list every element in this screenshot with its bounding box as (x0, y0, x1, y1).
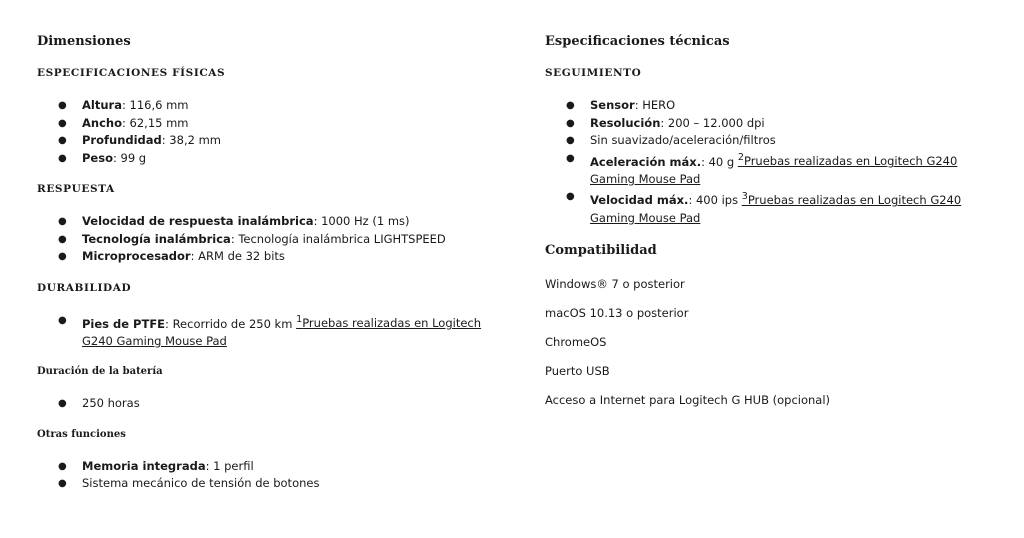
other-features-list (37, 458, 507, 493)
list-item: ● Pies de PTFE: Recorrido de 250 km $^1$Pruebas realizadas en Logitech G240 Gaming Mouse Pad (82, 312, 507, 351)
list-item: ● Sensor: HERO (590, 97, 995, 115)
tracking-heading: SEGUIMIENTO (545, 67, 642, 79)
list-item: ● 250 horas (82, 395, 507, 413)
bullet-icon: ● (58, 100, 67, 111)
footnote-link[interactable]: $^3$Pruebas realizadas en Logitech G240 Gaming Mouse Pad (590, 191, 962, 225)
battery-list (37, 395, 507, 413)
list-item: ● Ancho: 62,15 mm (82, 115, 507, 133)
bullet-icon: ● (566, 135, 575, 146)
compatibility-title: Compatibilidad (545, 243, 657, 259)
durability-heading: DURABILIDAD (37, 281, 132, 294)
list-item: ● Aceleración máx.: 40 g $^2$Pruebas realizadas en Logitech G240 Gaming Mouse Pad (590, 150, 995, 189)
response-list (37, 213, 507, 266)
physical-specs-heading: ESPECIFICACIONES FÍSICAS (37, 67, 226, 79)
response-heading: RESPUESTA (37, 183, 115, 195)
bullet-icon: ● (58, 117, 67, 129)
tracking-list (545, 97, 995, 227)
bullet-icon: ● (58, 478, 67, 490)
left-column (37, 30, 507, 509)
dimensions-title: Dimensiones (37, 34, 131, 49)
bullet-icon: ● (58, 135, 67, 146)
battery-heading: Duración de la batería (37, 366, 163, 378)
bullet-icon: ● (566, 191, 575, 203)
bullet-icon: ● (58, 398, 67, 410)
compat-item: macOS 10.13 o posterior (545, 306, 689, 321)
bullet-icon: ● (58, 152, 67, 164)
bullet-icon: ● (58, 216, 67, 227)
list-item: ● Microprocesador: ARM de 32 bits (82, 248, 507, 266)
right-column (545, 30, 995, 421)
list-item: ● Tecnología inalámbrica: Tecnología inalámbrica LIGHTSPEED (82, 231, 507, 249)
list-item: ● Velocidad máx.: 400 ips $^3$Pruebas realizadas en Logitech G240 Gaming Mouse Pad (590, 188, 995, 227)
list-item: ● Peso: 99 g (82, 150, 507, 168)
list-item: ● Altura: 116,6 mm (82, 97, 507, 115)
compat-item: Puerto USB (545, 364, 610, 379)
list-item: ● Sistema mecánico de tensión de botones (82, 475, 507, 493)
bullet-icon: ● (566, 100, 575, 111)
list-item: ● Velocidad de respuesta inalámbrica: 1000 Hz (1 ms) (82, 213, 507, 231)
physical-specs-list (37, 97, 507, 167)
compat-item: Windows® 7 o posterior (545, 277, 685, 292)
footnote-link[interactable]: $^2$Pruebas realizadas en Logitech G240 Gaming Mouse Pad (590, 152, 958, 186)
bullet-icon: ● (566, 117, 575, 129)
durability-list (37, 312, 507, 351)
bullet-icon: ● (58, 233, 67, 245)
compat-item: ChromeOS (545, 335, 607, 350)
bullet-icon: ● (58, 460, 67, 472)
list-item: ● Resolución: 200 – 12.000 dpi (590, 115, 995, 133)
list-item: ● Profundidad: 38,2 mm (82, 132, 507, 150)
list-item: ● Memoria integrada: 1 perfil (82, 458, 507, 476)
bullet-icon: ● (58, 251, 67, 262)
tech-specs-title: Especificaciones técnicas (545, 34, 730, 49)
footnote-link[interactable]: $^1$Pruebas realizadas en Logitech G240 Gaming Mouse Pad (82, 314, 482, 348)
compat-item: Acceso a Internet para Logitech G HUB (opcional) (545, 393, 831, 408)
bullet-icon: ● (58, 314, 67, 326)
other-features-heading: Otras funciones (37, 428, 126, 440)
list-item: ● Sin suavizado/aceleración/filtros (590, 132, 995, 150)
bullet-icon: ● (566, 152, 575, 164)
